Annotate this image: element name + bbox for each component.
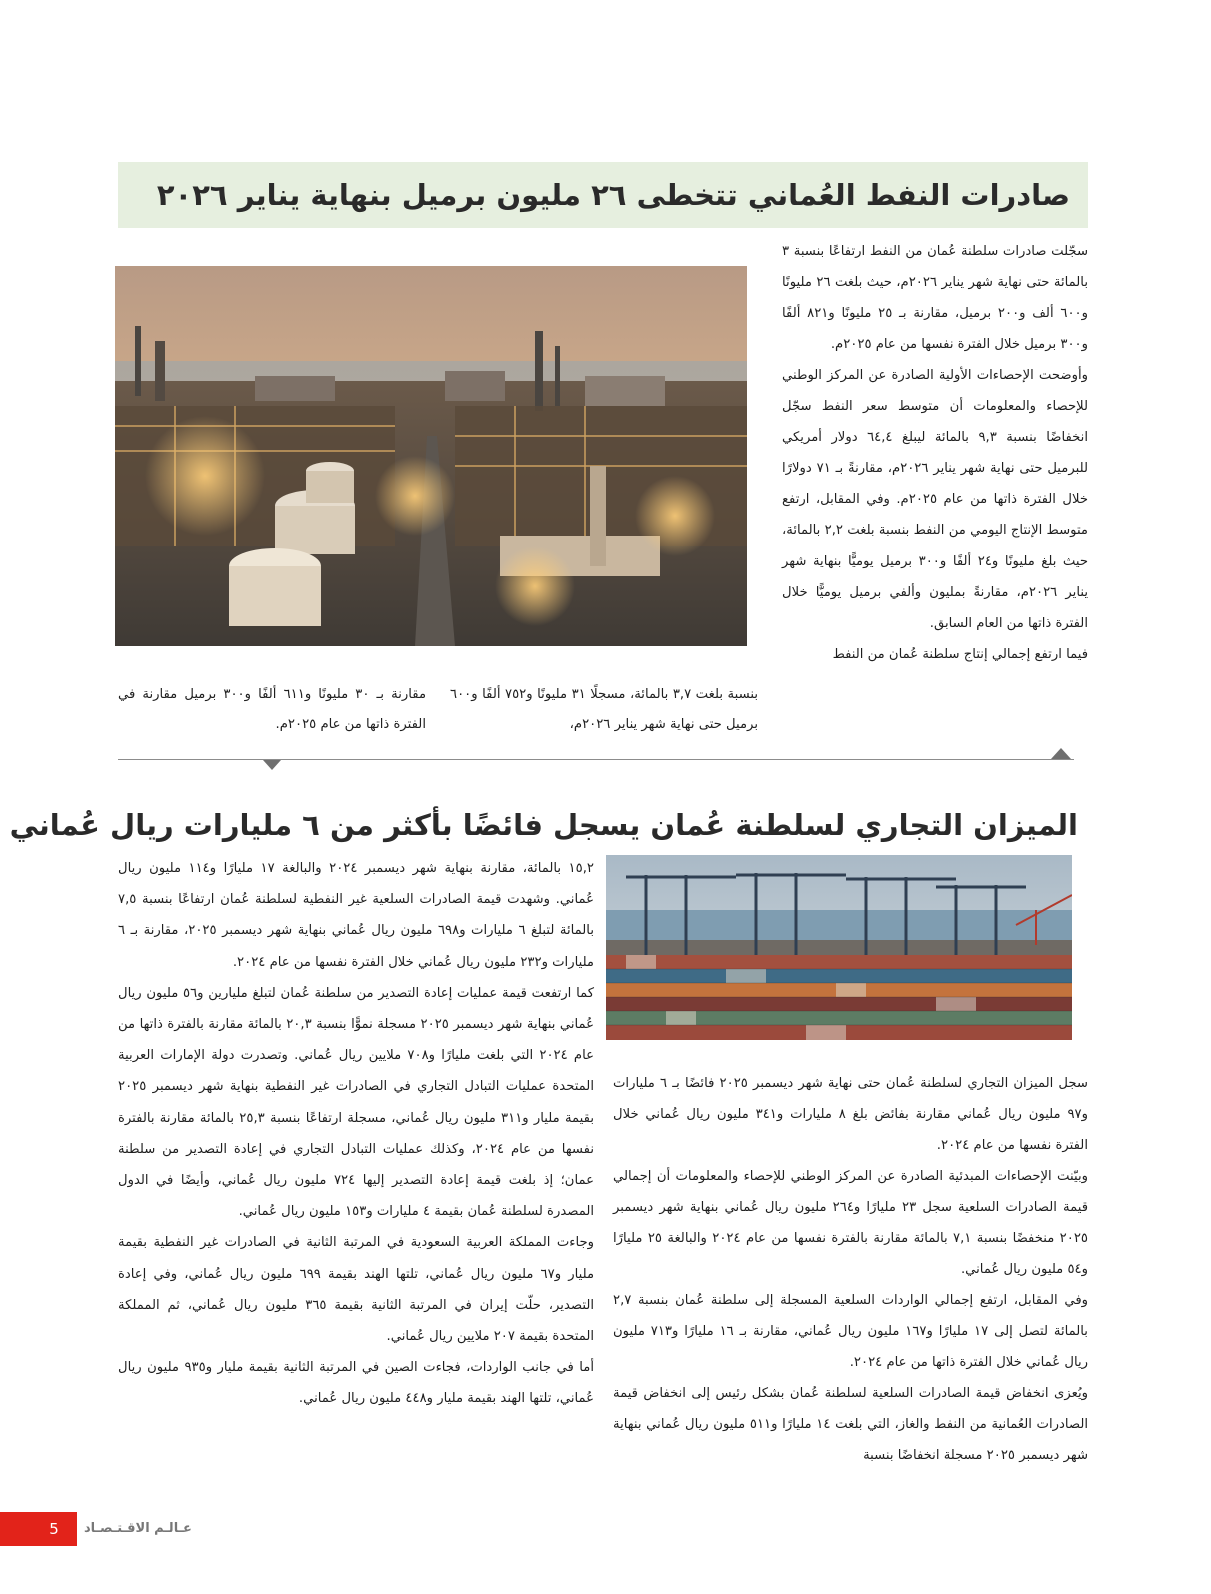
- section-divider: [118, 759, 1074, 760]
- divider-triangle-up-icon: [1051, 748, 1071, 759]
- article1-title: صادرات النفط العُماني تتخطى ٢٦ مليون برميل بنهاية يناير ٢٠٢٦: [156, 178, 1070, 212]
- article2-paragraph: وجاءت المملكة العربية السعودية في المرتبة الثانية في الصادرات غير النفطية بقيمة مليار و٦٧ مليون ريال عُماني، تلتها الهند بقيمة ٦٩٩ مليون ريال عُماني، وفي إعادة التصدير، حلّت إيران في المرتبة الثانية بقيمة ٣٦٥ مليون ريال عُماني، ثم المملكة المتحدة بقيمة ٢٠٧ ملايين ريال عُماني.: [118, 1235, 595, 1345]
- article2-paragraph: ويُعزى انخفاض قيمة الصادرات السلعية لسلطنة عُمان بشكل رئيس إلى انخفاض قيمة الصادرات العُمانية من النفط والغاز، التي بلغت ١٤ مليارًا و٥١١ مليون ريال عُماني بنهاية شهر ديسمبر ٢٠٢٥ مسجلة انخفاضًا بنسبة: [613, 1386, 1088, 1463]
- article2-paragraph: سجل الميزان التجاري لسلطنة عُمان حتى نهاية شهر ديسمبر ٢٠٢٥ فائضًا بـ ٦ مليارات و٩٧ مليون ريال عُماني مقارنة بفائض بلغ ٨ مليارات و٣٤١ مليون ريال عُماني خلال الفترة نفسها من عام ٢٠٢٤.: [613, 1076, 1088, 1153]
- footer-red-bar: [0, 1512, 77, 1546]
- divider-triangle-down-icon: [263, 760, 281, 770]
- article2-right-column: [613, 1068, 1088, 1471]
- article2-paragraph: ١٥,٢ بالمائة، مقارنة بنهاية شهر ديسمبر ٢٠٢٤ والبالغة ١٧ مليارًا و١١٤ مليون ريال عُماني. وشهدت قيمة الصادرات السلعية غير النفطية لسلطنة عُمان ارتفاعًا بنسبة ٧,٥ بالمائة لتبلغ ٦ مليارات و٦٩٨ مليون ريال عُماني بنهاية شهر ديسمبر ٢٠٢٥، مقارنة بـ ٦ مليارات و٢٣٢ مليون ريال عُماني خلال الفترة نفسها من عام ٢٠٢٤.: [118, 861, 594, 970]
- oil-refinery-photo: [115, 266, 747, 646]
- article1-paragraph: سجّلت صادرات سلطنة عُمان من النفط ارتفاعًا بنسبة ٣ بالمائة حتى نهاية شهر يناير ٢٠٢٦م، حيث بلغت ٢٦ مليونًا و٦٠٠ ألف و٢٠٠ برميل، مقارنة بـ ٢٥ مليونًا و٨٢١ ألفًا و٣٠٠ برميل خلال الفترة نفسها من عام ٢٠٢٥م.: [782, 244, 1088, 352]
- article1-title-band: [118, 162, 1088, 228]
- article1-paragraph: بنسبة بلغت ٣,٧ بالمائة، مسجلًا ٣١ مليونًا و٧٥٢ ألفًا و٦٠٠ برميل حتى نهاية شهر يناير ٢٠٢٦م،: [450, 687, 758, 732]
- page-number: 5: [49, 1520, 59, 1538]
- article2-paragraph: أما في جانب الواردات، فجاءت الصين في المرتبة الثانية بقيمة مليار و٩٣٥ مليون ريال عُماني، تلتها الهند بقيمة مليار و٤٤٨ مليون ريال عُماني.: [118, 1360, 594, 1407]
- article2-title: الميزان التجاري لسلطنة عُمان يسجل فائضًا بأكثر من ٦ مليارات ريال عُماني: [9, 808, 1078, 842]
- article1-left-column: [118, 680, 426, 740]
- article2-paragraph: وبيّنت الإحصاءات المبدئية الصادرة عن المركز الوطني للإحصاء والمعلومات أن إجمالي قيمة الصادرات السلعية سجل ٢٣ مليارًا و٢٦٤ مليون ريال عُماني بنهاية شهر ديسمبر ٢٠٢٥ منخفضًا بنسبة ٧,١ بالمائة مقارنة بالفترة نفسها من عام ٢٠٢٤ والبالغة ٢٥ مليارًا و٥٤ مليون ريال عُماني.: [613, 1169, 1089, 1277]
- article1-paragraph: مقارنة بـ ٣٠ مليونًا و٦١١ ألفًا و٣٠٠ برميل مقارنة في الفترة ذاتها من عام ٢٠٢٥م.: [118, 687, 427, 732]
- article1-paragraph: وأوضحت الإحصاءات الأولية الصادرة عن المركز الوطني للإحصاء والمعلومات أن متوسط سعر النفط سجّل انخفاضًا بنسبة ٩,٣ بالمائة ليبلغ ٦٤,٤ دولار أمريكي للبرميل حتى نهاية شهر يناير ٢٠٢٦م، مقارنةً بـ ٧١ دولارًا خلال الفترة ذاتها من عام ٢٠٢٥م. وفي المقابل، ارتفع متوسط الإنتاج اليومي من النفط بنسبة بلغت ٢,٢ بالمائة، حيث بلغ مليونًا و٢٤ ألفًا و٣٠٠ برميل يوميًّا بنهاية شهر يناير ٢٠٢٦م، مقارنةً بمليون وألفي برميل يوميًّا خلال الفترة ذاتها من العام السابق.: [782, 368, 1089, 631]
- article2-left-column: [118, 853, 594, 1415]
- magazine-logo: عـالـم الاقـتـصـاد: [84, 1521, 192, 1536]
- article1-paragraph: فيما ارتفع إجمالي إنتاج سلطنة عُمان من النفط: [832, 647, 1088, 662]
- container-port-photo: [606, 855, 1072, 1040]
- article1-right-column: [782, 236, 1088, 670]
- article2-title-band: [9, 795, 1088, 855]
- article1-middle-column: [450, 680, 758, 740]
- article2-paragraph: وفي المقابل، ارتفع إجمالي الواردات السلعية المسجلة إلى سلطنة عُمان بنسبة ٢,٧ بالمائة لتصل إلى ١٧ مليارًا و١٦٧ مليون ريال عُماني، مقارنة بـ ١٦ مليارًا و٧١٣ مليون ريال عُماني خلال الفترة ذاتها من عام ٢٠٢٤.: [613, 1293, 1088, 1370]
- article2-paragraph: كما ارتفعت قيمة عمليات إعادة التصدير من سلطنة عُمان لتبلغ مليارين و٥٦ مليون ريال عُماني بنهاية شهر ديسمبر ٢٠٢٥ مسجلة نموًّا بنسبة ٢٠,٣ بالمائة مقارنة بالفترة ذاتها من عام ٢٠٢٤ التي بلغت مليارًا و٧٠٨ ملايين ريال عُماني. وتصدرت دولة الإمارات العربية المتحدة عمليات التبادل التجاري في الصادرات غير النفطية بنهاية شهر ديسمبر ٢٠٢٥ بقيمة مليار و٣١١ مليون ريال عُماني، مسجلة ارتفاعًا بنسبة ٢٥,٣ بالمائة مقارنة بالفترة نفسها من عام ٢٠٢٤، وكذلك عمليات التبادل التجاري في إعادة التصدير من سلطنة عمان؛ إذ بلغت قيمة إعادة التصدير إليها ٧٢٤ مليون ريال عُماني، وأيضًا في الدول المصدرة لسلطنة عُمان بقيمة ٤ مليارات و١٥٣ مليون ريال عُماني.: [118, 985, 595, 1220]
